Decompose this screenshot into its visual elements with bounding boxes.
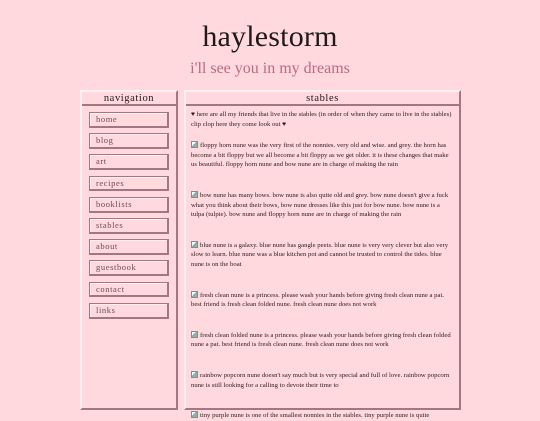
nav-link-links[interactable]: links xyxy=(89,303,169,319)
broken-image-icon xyxy=(191,191,198,198)
stable-entry xyxy=(191,371,454,390)
stables-intro: ♥ here are all my friends that live in the stables (in order of when they came to live in the stables) clip clop here they come look out ♥ xyxy=(191,111,452,128)
nav-link-booklists[interactable]: booklists xyxy=(89,197,169,213)
broken-image-icon xyxy=(191,371,198,378)
stable-entry-text: tiny purple nune is one of the smallest nonnies in the stables. tiny purple nune is quite xyxy=(200,412,430,420)
navigation-header xyxy=(82,92,176,106)
site-title: haylestorm xyxy=(202,20,338,53)
stable-entry xyxy=(191,331,454,350)
stable-entry-text: rainbow popcorn nune doesn't say much but is very special and full of love. rainbow popcorn nune is still looking for a calling to devote their time to xyxy=(191,371,450,389)
stable-entry xyxy=(191,411,454,421)
nav-link-about[interactable]: about xyxy=(89,239,169,255)
broken-image-icon xyxy=(191,331,198,338)
nav-link-stables[interactable]: stables xyxy=(89,218,169,234)
stables-panel xyxy=(184,90,461,420)
stable-entry xyxy=(191,141,454,170)
stables-heading: stables xyxy=(306,93,339,104)
nav-link-art[interactable]: art xyxy=(89,154,169,170)
nav-link-contact[interactable]: contact xyxy=(89,282,169,298)
nav-link-home[interactable]: home xyxy=(89,112,169,128)
broken-image-icon xyxy=(191,241,198,248)
nav-link-recipes[interactable]: recipes xyxy=(89,176,169,192)
stable-entry-text: fresh clean folded nune is a princess. please wash your hands before giving fresh clean folded nune a pat. best friend is fresh clean nune. fresh clean nune does not work xyxy=(191,331,451,349)
stable-entry-text: bow nune has many bows. bow nune is also quite old and grey. bow nune doesn't give a fuck what you think about their bows, bow nune dresses like this just for bow nune. bow nune is a tulpa (tulpie). bow nune and floppy horn nune are in charge of making the rain xyxy=(191,191,449,219)
stable-entry xyxy=(191,191,454,220)
nav-link-blog[interactable]: blog xyxy=(89,133,169,149)
stable-entry-text: blue nune is a galaxy. blue nune has gangle peets. blue nune is very very clever but also very slow to learn. blue nune was a blue kitchen pot and cannot be trusted to control the tides. blue nune is on the boat xyxy=(191,241,449,268)
stables-header xyxy=(186,92,459,106)
broken-image-icon xyxy=(191,411,198,418)
navigation-heading: navigation xyxy=(103,93,155,104)
stable-entry xyxy=(191,241,454,270)
stables-content[interactable] xyxy=(186,106,459,421)
navigation-list xyxy=(82,106,176,319)
broken-image-icon xyxy=(191,141,198,148)
stable-entry-text: fresh clean nune is a princess. please wash your hands before giving fresh clean nune a pat. best friend is fresh clean folded nune. fresh clean nune does not work xyxy=(191,291,445,309)
nav-link-guestbook[interactable]: guestbook xyxy=(89,260,169,276)
broken-image-icon xyxy=(191,291,198,298)
stable-entry-text: floppy horn nune was the very first of the nonnies. very old and wise. and grey. the horn has become a bit floppy but we all become a bit floppy as we get older. it is these changes that make us beautiful. floppy horn nune and bow nune are in charge of making the rain xyxy=(191,142,449,169)
site-subtitle: i'll see you in my dreams xyxy=(190,60,350,77)
stable-entry xyxy=(191,291,454,310)
navigation-panel xyxy=(80,90,178,410)
